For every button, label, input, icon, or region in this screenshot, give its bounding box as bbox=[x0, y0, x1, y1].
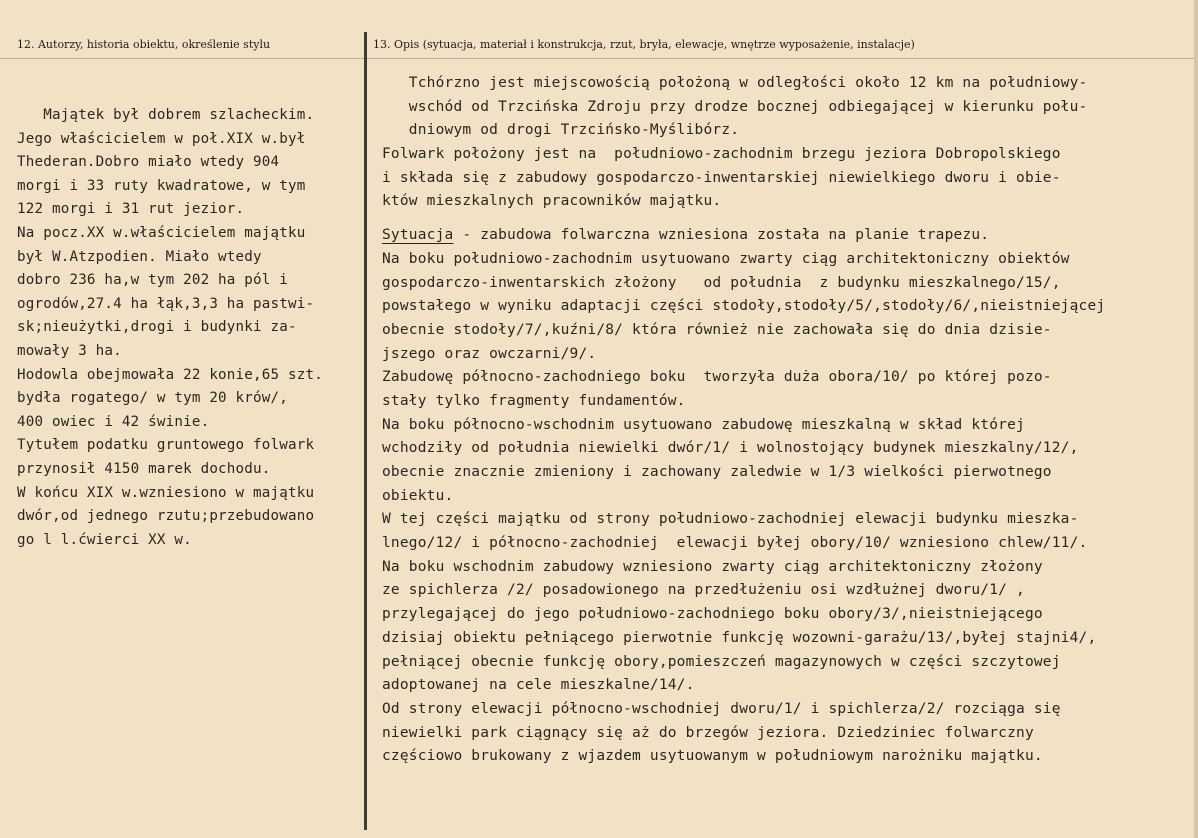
history-line: Na pocz.XX w.właścicielem majątku bbox=[17, 224, 306, 241]
description-text bbox=[382, 72, 1194, 769]
description-line: jszego oraz owczarni/9/. bbox=[382, 345, 597, 362]
history-text bbox=[17, 104, 362, 552]
history-line: ogrodów,27.4 ha łąk,3,3 ha pastwi- bbox=[17, 295, 315, 312]
history-line: Jego właścicielem w poł.XIX w.był bbox=[17, 130, 306, 147]
sytuacja-heading: Sytuacja bbox=[382, 227, 454, 244]
page-edge bbox=[1194, 0, 1198, 838]
description-line: ze spichlerza /2/ posadowionego na przedłużeniu osi wzdłużnej dworu/1/ , bbox=[382, 582, 1025, 599]
description-line: dniowym od drogi Trzcińsko-Myślibórz. bbox=[382, 122, 740, 139]
history-line: przynosił 4150 marek dochodu. bbox=[17, 460, 271, 477]
header-rule bbox=[0, 58, 1198, 59]
description-line: i składa się z zabudowy gospodarczo-inwentarskiej niewielkiego dworu i obie- bbox=[382, 169, 1061, 186]
history-line: był W.Atzpodien. Miało wtedy bbox=[17, 248, 262, 265]
description-line: Na boku północno-wschodnim usytuowano zabudowę mieszkalną w skład której bbox=[382, 416, 1025, 433]
description-line: stały tylko fragmenty fundamentów. bbox=[382, 392, 686, 409]
history-line: go l l.ćwierci XX w. bbox=[17, 531, 192, 548]
description-line: dzisiaj obiektu pełniącego pierwotnie funkcję wozowni-garażu/13/,byłej stajni4/, bbox=[382, 629, 1097, 646]
description-line: lnego/12/ i północno-zachodniej elewacji byłej obory/10/ wzniesiono chlew/11/. bbox=[382, 535, 1088, 552]
history-line: bydła rogatego/ w tym 20 krów/, bbox=[17, 390, 288, 407]
description-line bbox=[382, 224, 1194, 248]
history-line: Thederan.Dobro miało wtedy 904 bbox=[17, 154, 280, 171]
description-line: przylegającej do jego południowo-zachodniego boku obory/3/,nieistniejącego bbox=[382, 606, 1043, 623]
description-line: Zabudowę północno-zachodniego boku tworzyła duża obora/10/ po której pozo- bbox=[382, 369, 1052, 386]
history-line: 400 owiec i 42 świnie. bbox=[17, 413, 210, 430]
history-line: 122 morgi i 31 rut jezior. bbox=[17, 201, 245, 218]
section-13-title: 13. Opis (sytuacja, materiał i konstrukcja, rzut, bryła, elewacje, wnętrze wyposażenie, instalacje) bbox=[373, 38, 915, 51]
description-line: obecnie stodoły/7/,kuźni/8/ która również nie zachowała się do dnia dzisie- bbox=[382, 321, 1052, 338]
description-line: Tchórzno jest miejscowością położoną w odległości około 12 km na południowy- bbox=[382, 75, 1088, 91]
description-line: Od strony elewacji północno-wschodniej dworu/1/ i spichlerza/2/ rozciąga się bbox=[382, 700, 1061, 717]
description-line: Folwark położony jest na południowo-zachodnim brzegu jeziora Dobropolskiego bbox=[382, 146, 1061, 163]
history-line: W końcu XIX w.wzniesiono w majątku bbox=[17, 484, 315, 501]
history-line: Tytułem podatku gruntowego folwark bbox=[17, 437, 315, 454]
description-line: któw mieszkalnych pracowników majątku. bbox=[382, 193, 722, 210]
description-line: wchodziły od południa niewielki dwór/1/ i wolnostojący budynek mieszkalny/12/, bbox=[382, 440, 1079, 457]
description-line: Na boku południowo-zachodnim usytuowano zwarty ciąg architektoniczny obiektów bbox=[382, 250, 1070, 267]
description-line: Na boku wschodnim zabudowy wzniesiono zwarty ciąg architektoniczny złożony bbox=[382, 558, 1043, 575]
history-line: dwór,od jednego rzutu;przebudowano bbox=[17, 508, 315, 525]
description-line: częściowo brukowany z wjazdem usytuowanym w południowym narożniku majątku. bbox=[382, 748, 1043, 765]
description-line: W tej części majątku od strony południowo-zachodniej elewacji budynku mieszka- bbox=[382, 511, 1079, 528]
history-line: morgi i 33 ruty kwadratowe, w tym bbox=[17, 177, 306, 194]
description-line: gospodarczo-inwentarskich złożony od południa z budynku mieszkalnego/15/, bbox=[382, 274, 1061, 291]
history-line: Majątek był dobrem szlacheckim. bbox=[17, 107, 315, 123]
description-line: pełniącej obecnie funkcję obory,pomieszczeń magazynowych w części szczytowej bbox=[382, 653, 1061, 670]
description-line: powstałego w wyniku adaptacji części stodoły,stodoły/5/,stodoły/6/,nieistniejącej bbox=[382, 298, 1106, 315]
history-line: Hodowla obejmowała 22 konie,65 szt. bbox=[17, 366, 323, 383]
description-line: wschód od Trzcińska Zdroju przy drodze bocznej odbiegającej w kierunku połu- bbox=[382, 98, 1088, 115]
description-line: adoptowanej na cele mieszkalne/14/. bbox=[382, 677, 695, 694]
description-line: obiektu. bbox=[382, 487, 454, 504]
description-line: niewielki park ciągnący się aż do brzegów jeziora. Dziedziniec folwarczny bbox=[382, 724, 1034, 741]
sytuacja-text: - zabudowa folwarczna wzniesiona została na planie trapezu. bbox=[453, 227, 990, 244]
history-line: mowały 3 ha. bbox=[17, 342, 122, 359]
column-divider bbox=[364, 32, 367, 830]
history-line: dobro 236 ha,w tym 202 ha pól i bbox=[17, 272, 288, 289]
section-12-title: 12. Autorzy, historia obiektu, określenie stylu bbox=[17, 38, 271, 51]
description-line: obecnie znacznie zmieniony i zachowany zaledwie w 1/3 wielkości pierwotnego bbox=[382, 464, 1052, 480]
history-line: sk;nieużytki,drogi i budynki za- bbox=[17, 319, 297, 336]
